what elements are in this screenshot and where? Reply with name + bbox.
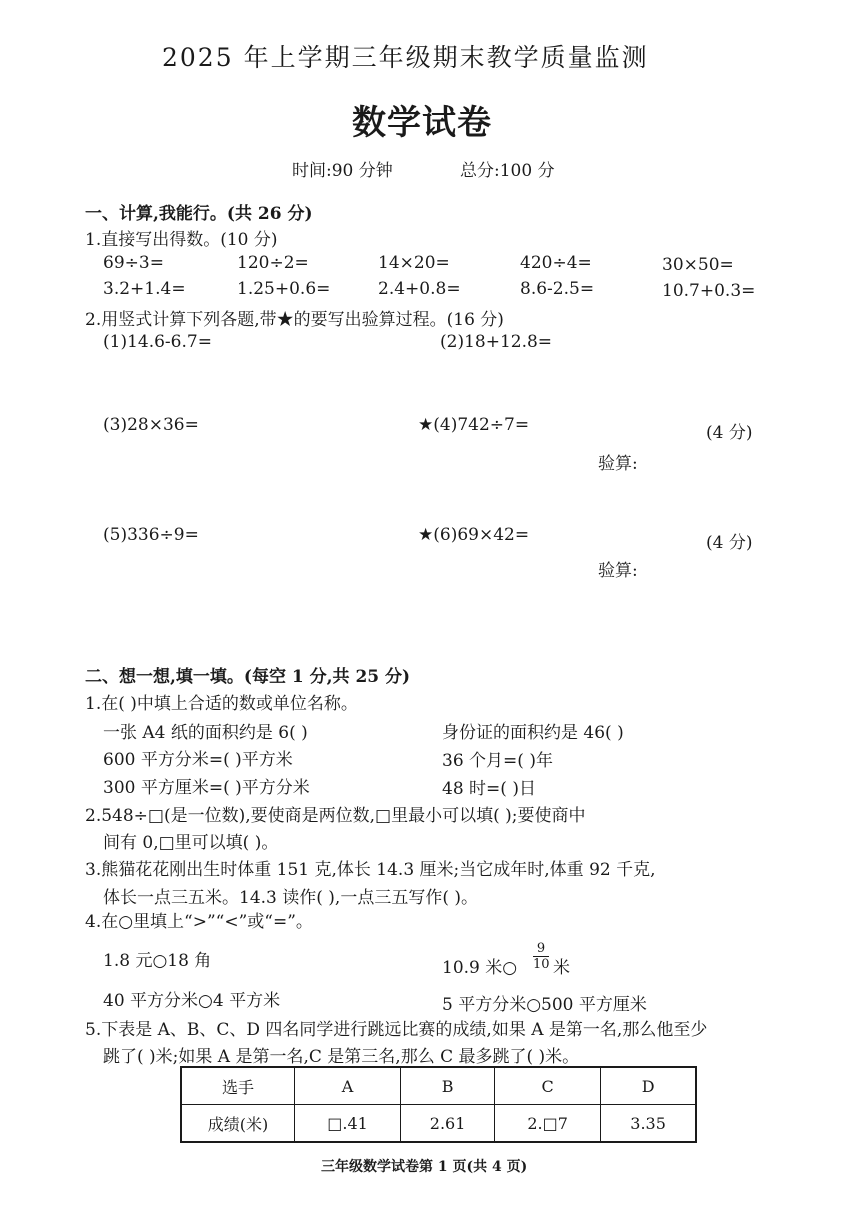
- fraction: [533, 941, 549, 972]
- calc-item: 8.6-2.5=: [520, 279, 595, 299]
- check-label: 验算:: [598, 454, 638, 474]
- table-cell: 2.61: [401, 1105, 495, 1143]
- points-label: (4 分): [706, 423, 753, 443]
- calc-item: 69÷3=: [103, 253, 164, 273]
- s1-q1-prompt: 1.直接写出得数。(10 分): [85, 230, 278, 250]
- table-cell: 2.□7: [495, 1105, 601, 1143]
- table-cell: C: [495, 1067, 601, 1105]
- fraction-numerator: 9: [536, 941, 546, 956]
- vertical-calc-item: (2)18+12.8=: [440, 332, 553, 352]
- calc-item: 2.4+0.8=: [378, 279, 461, 299]
- vertical-calc-item: ★(6)69×42=: [418, 525, 530, 545]
- vertical-calc-item: (1)14.6-6.7=: [103, 332, 212, 352]
- section2-heading: 二、想一想,填一填。(每空 1 分,共 25 分): [85, 667, 411, 687]
- calc-item: 420÷4=: [520, 253, 592, 273]
- section1-heading: 一、计算,我能行。(共 26 分): [85, 204, 313, 224]
- s2-q3-line2: 体长一点三五米。14.3 读作( ),一点三五写作( )。: [103, 888, 478, 908]
- fill-item: 身份证的面积约是 46( ): [442, 723, 624, 743]
- s2-q2-line2: 间有 0,□里可以填( )。: [103, 833, 279, 853]
- table-header-cell: 成绩(米): [181, 1105, 295, 1143]
- compare-item-unit: 米: [553, 958, 570, 978]
- compare-item: 1.8 元○18 角: [103, 951, 212, 971]
- table-cell: A: [295, 1067, 401, 1105]
- fill-item: 300 平方厘米=( )平方分米: [103, 778, 310, 798]
- table-cell: □.41: [295, 1105, 401, 1143]
- s2-q4-prompt: 4.在○里填上“>”“<”或“=”。: [85, 912, 313, 932]
- compare-item: 40 平方分米○4 平方米: [103, 991, 281, 1011]
- s2-q2-line1: 2.548÷□(是一位数),要使商是两位数,□里最小可以填( );要使商中: [85, 806, 586, 826]
- compare-item-left: 10.9 米○: [442, 958, 518, 978]
- vertical-calc-item: (5)336÷9=: [103, 525, 199, 545]
- exam-subtitle: 数学试卷: [352, 103, 492, 143]
- fill-item: 48 时=( )日: [442, 779, 536, 799]
- long-jump-table: [180, 1066, 697, 1143]
- table-cell: B: [401, 1067, 495, 1105]
- exam-time: 时间:90 分钟: [292, 161, 393, 181]
- page-footer: 三年级数学试卷第 1 页(共 4 页): [321, 1159, 528, 1175]
- table-header-cell: 选手: [181, 1067, 295, 1105]
- table-row: [181, 1105, 696, 1143]
- fraction-denominator: 10: [533, 957, 550, 972]
- fill-item: 600 平方分米=( )平方米: [103, 750, 293, 770]
- s2-q5-line2: 跳了( )米;如果 A 是第一名,C 是第三名,那么 C 最多跳了( )米。: [103, 1047, 580, 1067]
- s1-q2-prompt: 2.用竖式计算下列各题,带★的要写出验算过程。(16 分): [85, 310, 504, 330]
- s2-q5-line1: 5.下表是 A、B、C、D 四名同学进行跳远比赛的成绩,如果 A 是第一名,那么他至少: [85, 1020, 708, 1040]
- points-label: (4 分): [706, 533, 753, 553]
- calc-item: 1.25+0.6=: [237, 279, 331, 299]
- s2-q1-prompt: 1.在( )中填上合适的数或单位名称。: [85, 694, 358, 714]
- vertical-calc-item: ★(4)742÷7=: [418, 415, 530, 435]
- calc-item: 3.2+1.4=: [103, 279, 186, 299]
- fill-item: 36 个月=( )年: [442, 751, 553, 771]
- compare-item: 5 平方分米○500 平方厘米: [442, 995, 647, 1015]
- check-label: 验算:: [598, 561, 638, 581]
- calc-item: 14×20=: [378, 253, 450, 273]
- exam-total: 总分:100 分: [460, 161, 555, 181]
- table-cell: 3.35: [601, 1105, 696, 1143]
- calc-item: 30×50=: [662, 255, 734, 275]
- vertical-calc-item: (3)28×36=: [103, 415, 199, 435]
- table-cell: D: [601, 1067, 696, 1105]
- fill-item: 一张 A4 纸的面积约是 6( ): [103, 723, 308, 743]
- s2-q3-line1: 3.熊猫花花刚出生时体重 151 克,体长 14.3 厘米;当它成年时,体重 92 千克,: [85, 860, 656, 880]
- exam-title: 2025 年上学期三年级期末教学质量监测: [162, 43, 649, 72]
- table-row: [181, 1067, 696, 1105]
- calc-item: 10.7+0.3=: [662, 281, 756, 301]
- calc-item: 120÷2=: [237, 253, 309, 273]
